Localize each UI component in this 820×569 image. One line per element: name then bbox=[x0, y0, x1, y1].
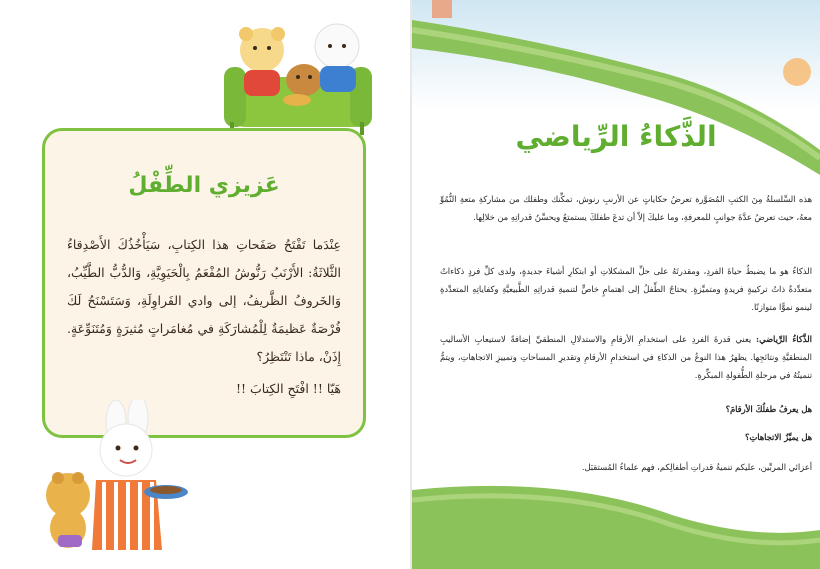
grass-hill-illustration bbox=[412, 470, 820, 569]
page-title: الذَّكاءُ الرِّياضي bbox=[515, 120, 717, 153]
right-page bbox=[412, 0, 820, 569]
math-intelligence-paragraph bbox=[440, 330, 812, 384]
question-numbers: هل يعرفُ طفلُكَ الأرقامَ؟ bbox=[725, 404, 812, 414]
bunny-with-cookies-illustration bbox=[38, 400, 188, 569]
card-title: عَزيزي الطِّفْلُ bbox=[128, 173, 280, 198]
closing-note: أعزائي المربِّين، عليكم تنميةُ قدراتِ أطفالِكم، فهم علماءُ المُستقبَل. bbox=[581, 462, 812, 472]
intro-paragraph: هذه السِّلسلةُ مِنَ الكتبِ المُصَوَّرة تعرضُ حكاياتٍ عن الأرنبِ رنوش، تمكِّنك وطفلك من مشاركةِ متعةِ النُّمُوِّ معهُ، حيث تعرضُ عدَّةَ جوانبٍ للمعرفةِ، وما عليكَ إلاّ أن تدعَ طفلكَ يستمتعُ ويحسِّنُ قدراتِهِ من خلالِها. bbox=[440, 194, 812, 222]
intelligence-paragraph: الذكاءُ هو ما يضبطُ حياةَ الفردِ، ومقدرتَهُ على حلِّ المشكلاتِ أو ابتكارِ أشياءَ جديدةٍ، ولدى كلِّ فردٍ ذكاءاتٌ متعدِّدةٌ ذاتُ تركيبةٍ فريدةٍ ومتميِّزةٍ. يحتاجُ الطِّفلُ إلى اهتمامٍ خاصٍّ لتنميةِ قدراتِهِ الطَّبيعيَّةِ وكفاياتِهِ المتعدِّدةِ لينمو نموًّا متوازنًا. bbox=[440, 266, 812, 312]
math-intelligence-label: الذَّكاءُ الرِّياضي: bbox=[756, 334, 812, 344]
card-paragraph: عِنْدَما تَفْتَحُ صَفَحاتِ هذا الكِتابِ، سَيَأْخُذُكَ الأَصْدِقاءُ الثَّلاثَةُ: الأَرْنَبُ رَنُّوشُ المُفْعَمُ بِالْحَيَوِيَّةِ، وَالدُّبُّ الطَّيِّبُ، وَالخَروفُ الظَّريفُ، إلى وادي الفَراوِلَةِ، وَسَتَسْنَحُ لَكَ فُرْصَةٌ عَظيمَةٌ لِلْمُشارَكَةِ في مُغامَراتٍ مُثيرَةٍ وَمُتَنَوِّعَةٍ. إِذَنْ، ماذا تَنْتَظِرُ؟ bbox=[67, 237, 341, 364]
math-intelligence-definition: يعني قدرةَ الفردِ على استخدامِ الأرقامِ والاستدلالِ المنطقيِّ إضافةً لاستيعابِ الأساليبِ المنطقيَّةِ ونتائجِها. يظهرُ هذا النوعُ من الذكاءِ في استخدامِ الأرقامِ وتقديرِ المساحاتِ وتمييزِ الاتجاهاتِ، ويتمُّ تنميتُهُ في مرحلةِ الطُّفولةِ المبكِّرةِ. bbox=[440, 334, 812, 380]
intro-card bbox=[42, 128, 366, 438]
card-cta: هَيّا !! افْتَحِ الكِتابَ !! bbox=[236, 381, 341, 396]
question-directions: هل يميِّزُ الاتجاهاتِ؟ bbox=[745, 432, 812, 442]
sofa-friends-illustration bbox=[222, 22, 372, 137]
